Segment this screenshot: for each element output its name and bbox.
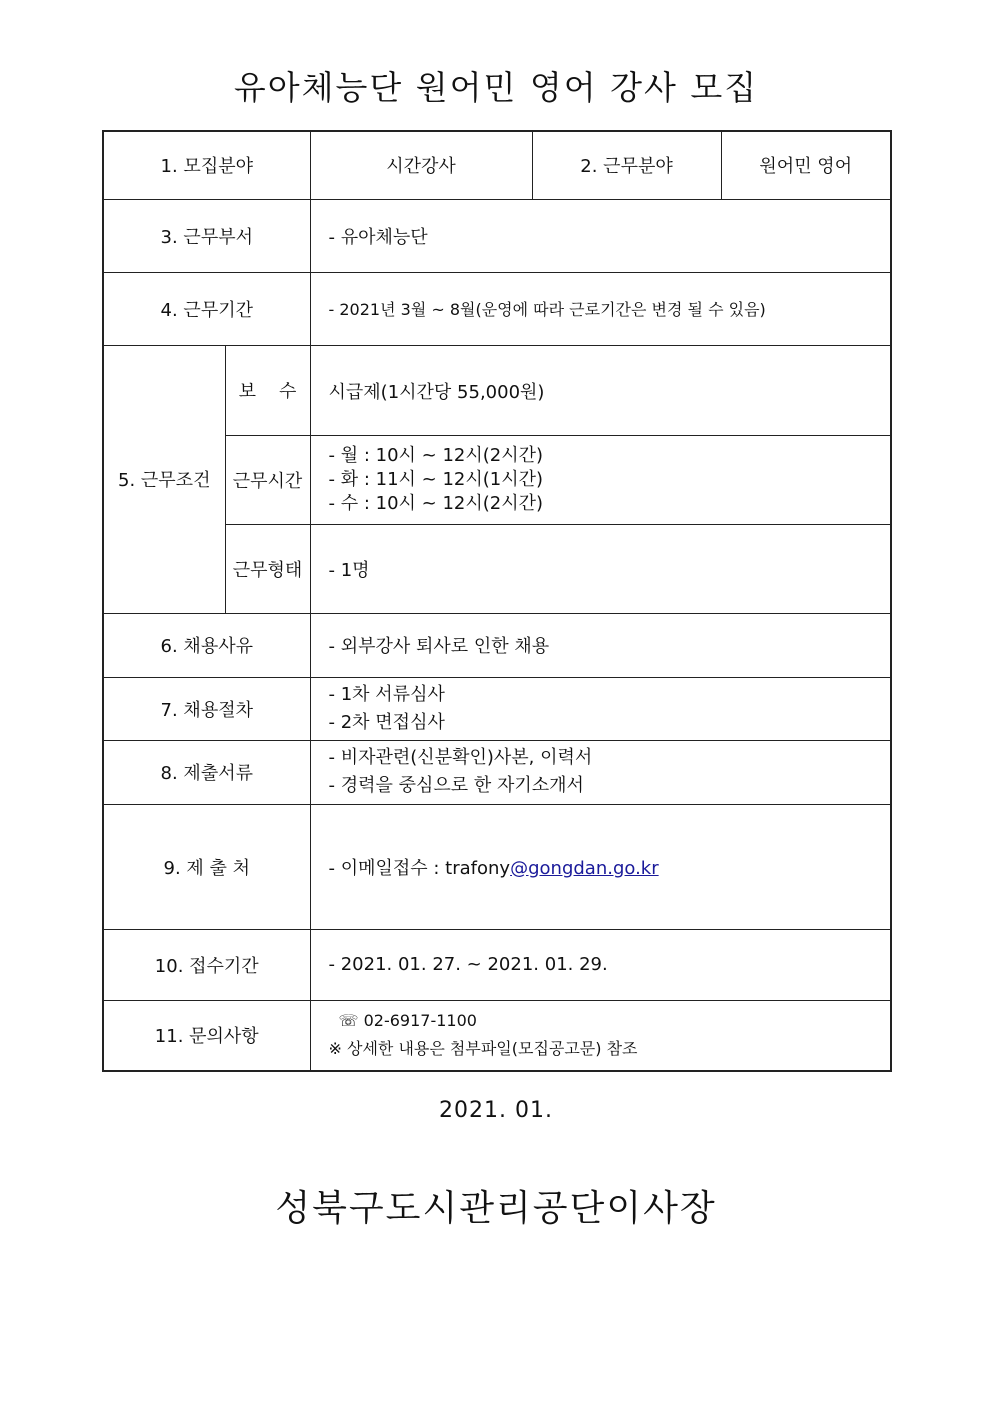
hours-label: 근무시간 [225, 435, 310, 524]
hours-value [310, 435, 891, 524]
conditions-label: 5. 근무조건 [103, 345, 225, 613]
recruit-field-value: 시간강사 [310, 131, 532, 199]
row-period [103, 272, 891, 345]
email-link[interactable]: @gongdan.go.kr [510, 857, 659, 879]
period-label: 4. 근무기간 [103, 272, 310, 345]
reason-value: - 외부강사 퇴사로 인한 채용 [310, 613, 891, 677]
submit-to-label: 9. 제 출 처 [103, 804, 310, 929]
row-department [103, 199, 891, 272]
documents-value [310, 740, 891, 804]
work-type-value: - 1명 [310, 524, 891, 613]
work-type-label: 근무형태 [225, 524, 310, 613]
phone-text: ☏ 02-6917-1100 [338, 1011, 477, 1031]
page-title: 유아체능단 원어민 영어 강사 모집 [233, 68, 759, 107]
procedure-line: - 1차 서류심사 [328, 683, 445, 705]
documents-line: - 비자관련(신분확인)사본, 이력서 [328, 747, 593, 768]
documents-line: - 경력을 중심으로 한 자기소개서 [328, 775, 584, 796]
procedure-label: 7. 채용절차 [103, 677, 310, 740]
pay-value: 시급제(1시간당 55,000원) [310, 345, 891, 435]
hours-line: - 화 : 11시 ~ 12시(1시간) [328, 468, 544, 490]
email-prefix: - 이메일접수 : trafony [328, 857, 511, 879]
recruitment-table [102, 130, 892, 1072]
period-value: - 2021년 3월 ~ 8월(운영에 따라 근로기간은 변경 될 수 있음) [310, 272, 891, 345]
issuer-name: 성북구도시관리공단이사장 [275, 1188, 717, 1229]
procedure-line: - 2차 면접심사 [328, 711, 445, 733]
procedure-value [310, 677, 891, 740]
row-period-receipt [103, 929, 891, 1000]
issue-date: 2021. 01. [439, 1098, 553, 1123]
pay-label: 보 수 [225, 345, 310, 435]
row-submit-to [103, 804, 891, 929]
row-pay [103, 345, 891, 435]
row-inquiry [103, 1000, 891, 1071]
documents-label: 8. 제출서류 [103, 740, 310, 804]
recruit-field-label: 1. 모집분야 [103, 131, 310, 199]
receipt-period-value: - 2021. 01. 27. ~ 2021. 01. 29. [310, 929, 891, 1000]
row-documents [103, 740, 891, 804]
inquiry-label: 11. 문의사항 [103, 1000, 310, 1071]
department-label: 3. 근무부서 [103, 199, 310, 272]
row-procedure [103, 677, 891, 740]
receipt-period-label: 10. 접수기간 [103, 929, 310, 1000]
reason-label: 6. 채용사유 [103, 613, 310, 677]
work-field-label: 2. 근무분야 [532, 131, 721, 199]
work-field-value: 원어민 영어 [721, 131, 891, 199]
row-reason [103, 613, 891, 677]
submit-to-value [310, 804, 891, 929]
inquiry-note: ※ 상세한 내용은 첨부파일(모집공고문) 참조 [328, 1039, 638, 1059]
hours-line: - 월 : 10시 ~ 12시(2시간) [328, 444, 544, 466]
inquiry-value [310, 1000, 891, 1071]
department-value: - 유아체능단 [310, 199, 891, 272]
row-recruit-field [103, 131, 891, 199]
hours-line: - 수 : 10시 ~ 12시(2시간) [328, 492, 544, 514]
